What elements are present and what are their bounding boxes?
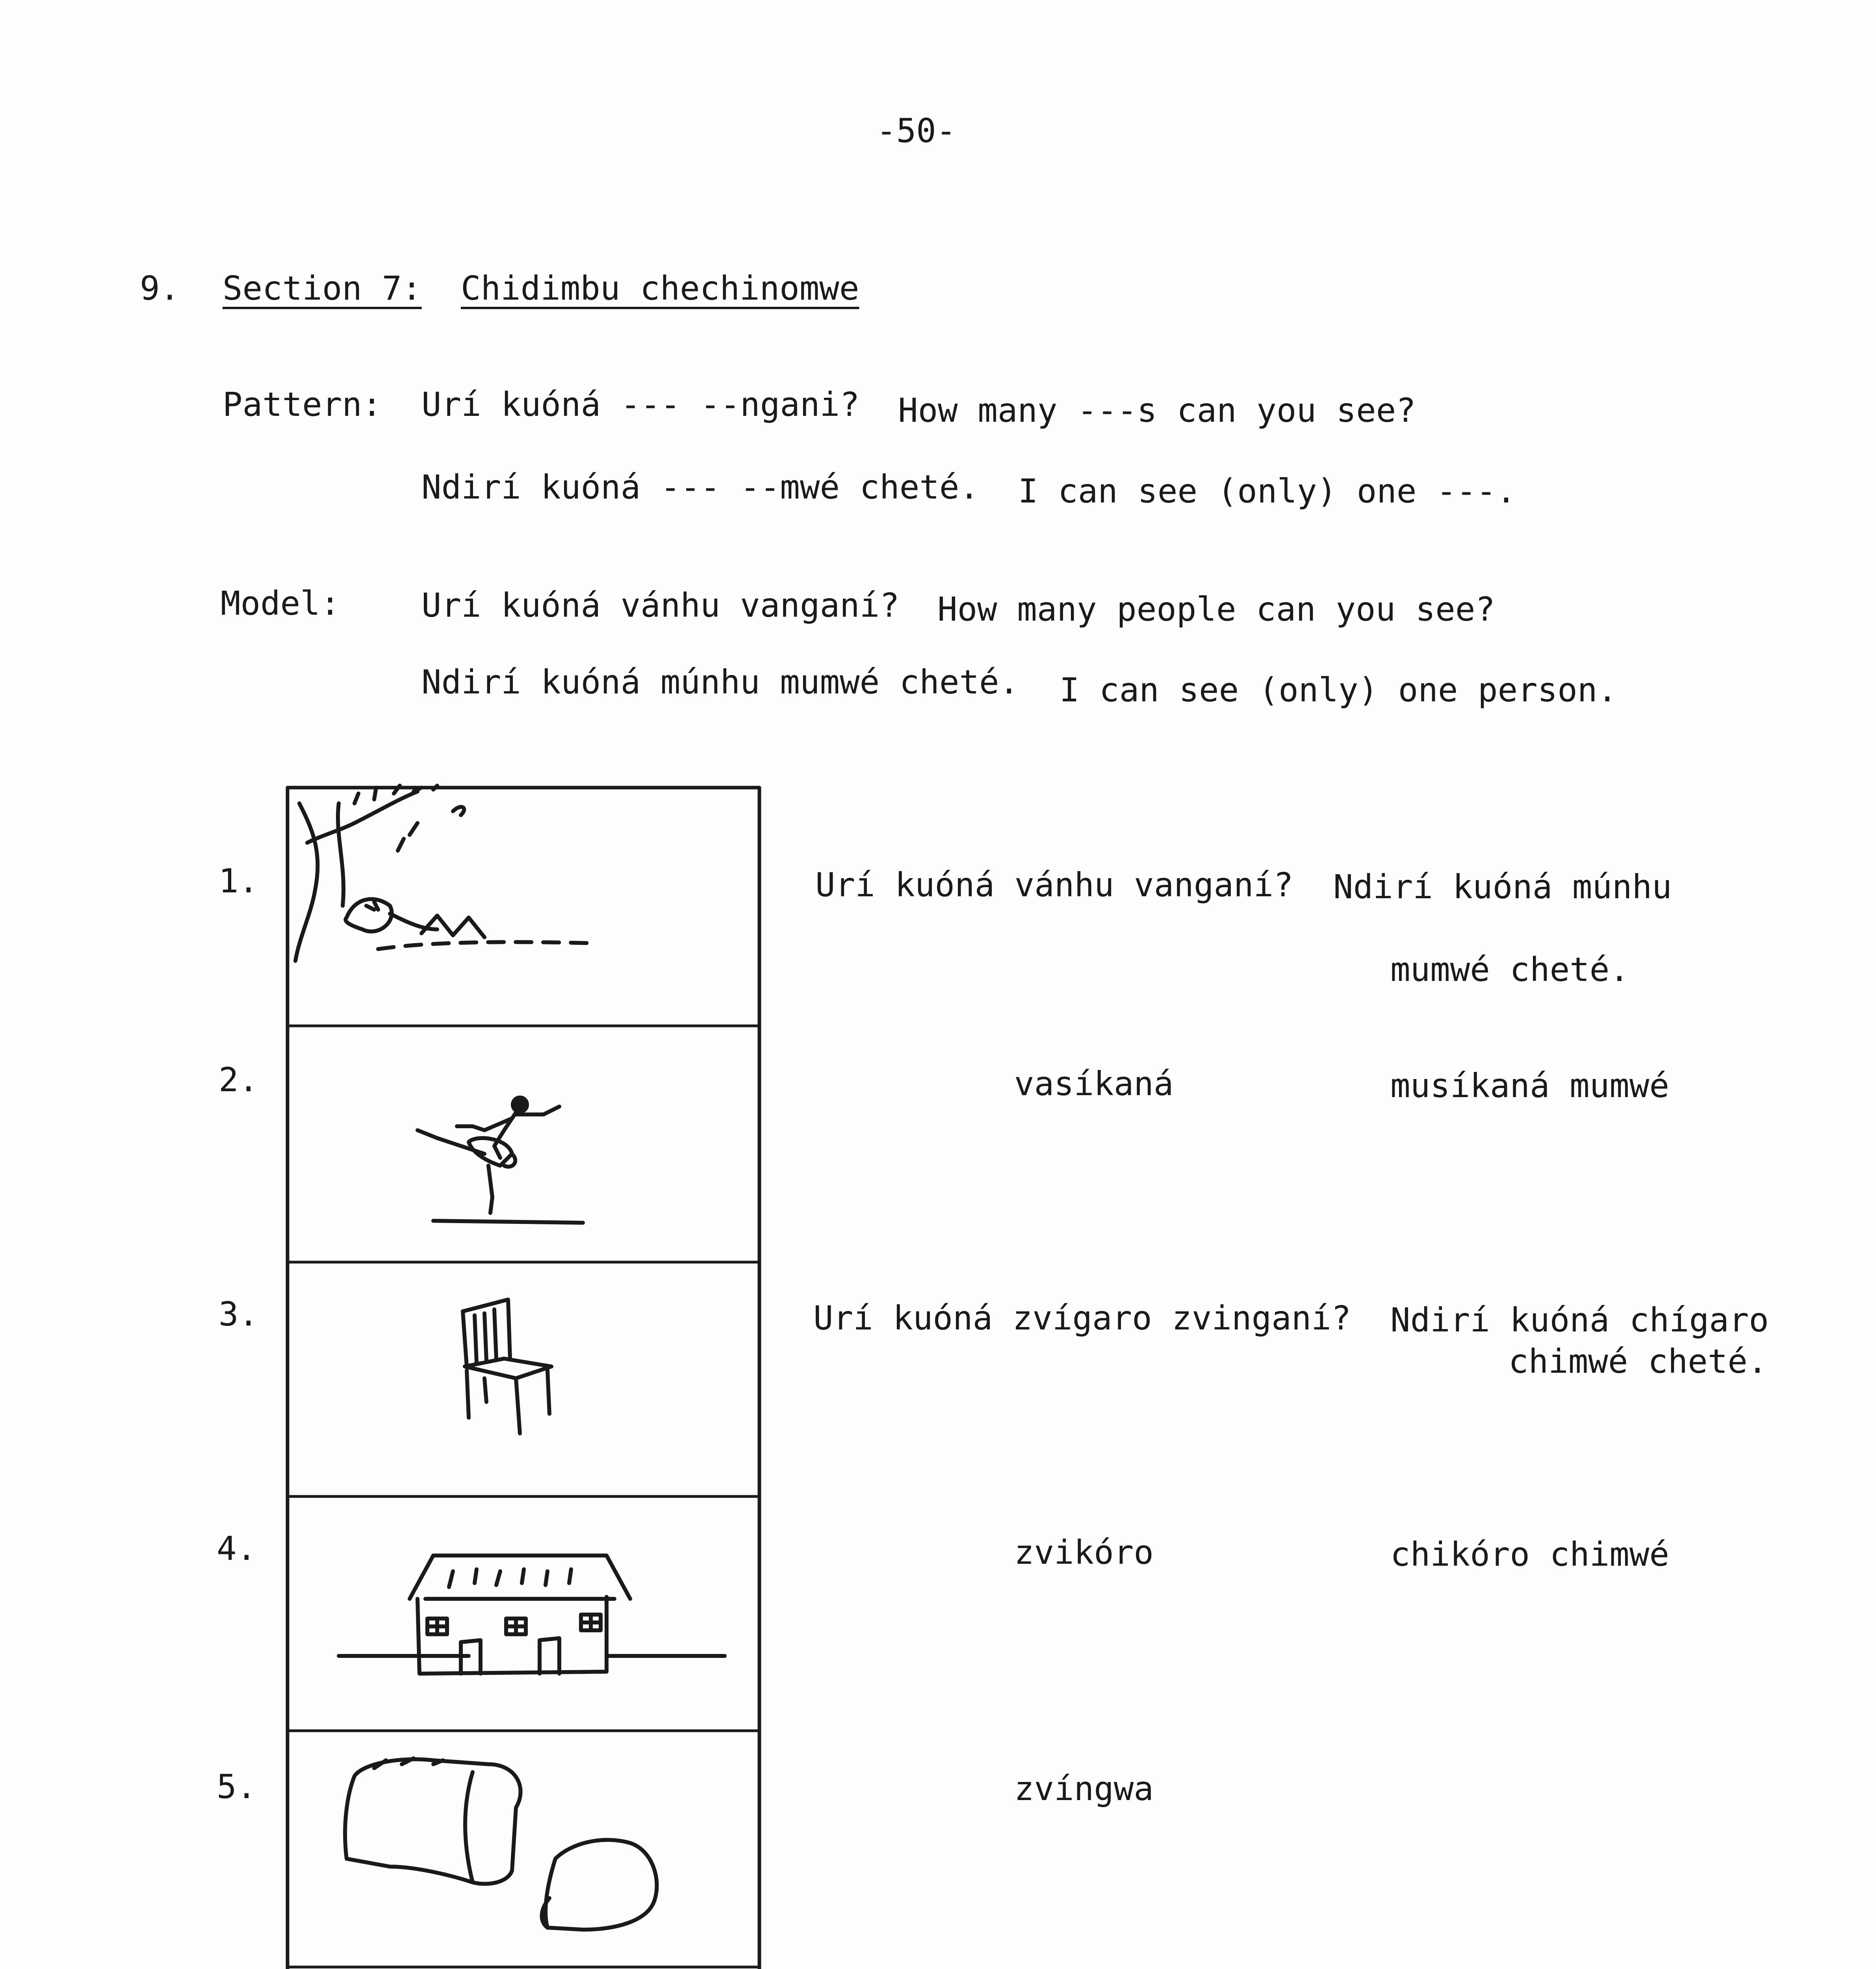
item-answer-line2: mumwé cheté. [1390, 950, 1629, 989]
section-label: Section 7: [223, 269, 422, 308]
item-answer: Ndirí kuóná chígaro [1390, 1301, 1769, 1339]
item-answer: chikóro chimwé [1390, 1535, 1670, 1574]
item-answer: Ndirí kuóná múnhu [1333, 868, 1672, 906]
item-number: 3. [219, 1295, 259, 1333]
item-question: vasíkaná [1014, 1064, 1174, 1103]
girl-dancing-icon [418, 1098, 583, 1223]
exercise-number: 9. [140, 269, 180, 308]
item-number: 5. [217, 1767, 257, 1806]
page-number: -50- [876, 111, 956, 150]
pattern-line2-shona: Ndirí kuóná --- --mwé cheté. [421, 468, 980, 506]
house-icon [339, 1556, 725, 1674]
pattern-line1-english: How many ---s can you see? [898, 391, 1416, 430]
item-question: Urí kuóná vánhu vanganí? [815, 866, 1293, 904]
item-question: Urí kuóná zvígaro zvinganí? [813, 1299, 1351, 1337]
item-answer: musíkaná mumwé [1390, 1066, 1670, 1105]
chair-icon [463, 1300, 551, 1433]
item-answer-line2: chimwé cheté. [1509, 1342, 1768, 1381]
person-lying-under-tree-icon [295, 786, 591, 961]
model-line2-english: I can see (only) one person. [1060, 671, 1618, 709]
item-number: 1. [219, 862, 259, 900]
model-line1-shona: Urí kuóná vánhu vanganí? [421, 586, 900, 625]
pattern-label: Pattern: [223, 385, 382, 424]
bread-loaves-icon [345, 1758, 657, 1930]
model-line1-english: How many people can you see? [937, 590, 1496, 629]
pattern-line1-shona: Urí kuóná --- --ngani? [421, 385, 860, 424]
item-number: 2. [219, 1061, 259, 1099]
item-number: 4. [217, 1529, 257, 1568]
section-title: Chidimbu chechinomwe [461, 269, 859, 308]
model-label: Model: [221, 584, 340, 623]
pattern-line2-english: I can see (only) one ---. [1018, 472, 1516, 510]
item-question: zvikóro [1014, 1533, 1154, 1572]
item-question: zvíngwa [1014, 1769, 1154, 1808]
model-line2-shona: Ndirí kuóná múnhu mumwé cheté. [421, 663, 1019, 701]
